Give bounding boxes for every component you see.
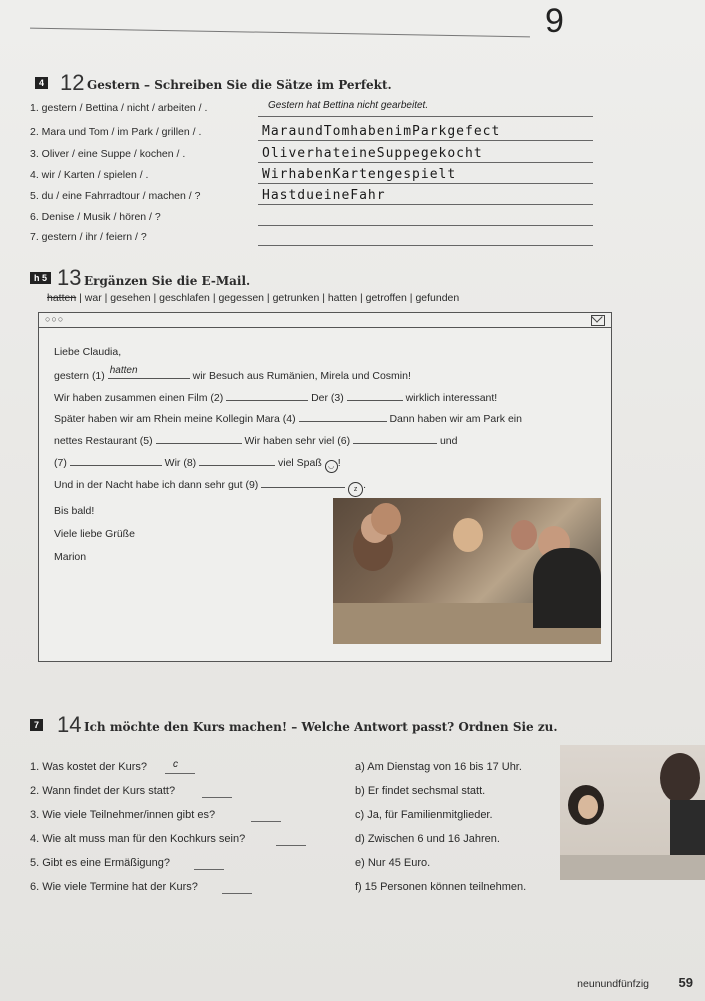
blank-4[interactable] (299, 411, 387, 422)
word-separator: | (150, 292, 160, 304)
email-line: (7) Wir (8) viel Spaß ◡ ! (54, 455, 341, 473)
word-separator: | (101, 292, 111, 304)
face-figure (511, 520, 537, 550)
handwritten-answer: c (173, 759, 178, 770)
answer-option: d) Zwischen 6 und 16 Jahren. (355, 833, 500, 845)
email-closing: Viele liebe Grüße (54, 528, 135, 540)
answer-option: a) Am Dienstag von 16 bis 17 Uhr. (355, 761, 522, 773)
exercise-tag: 7 (30, 719, 43, 731)
word-option: getroffen (365, 292, 407, 304)
email-line: Später haben wir am Rhein meine Kollegin Mara (4) Dann haben wir am Park ein (54, 413, 522, 425)
exercise-prompt: 1. gestern / Bettina / nicht / arbeiten / . (30, 102, 208, 114)
word-separator: | (319, 292, 328, 304)
email-window-titlebar (39, 313, 611, 328)
blank-1[interactable] (108, 365, 190, 379)
handwritten-answer: MaraundTomhabenimParkgefect (262, 124, 501, 139)
handwritten-answer: HastdueineFahr (262, 188, 386, 203)
answer-blank[interactable] (165, 773, 195, 774)
envelope-icon (591, 315, 605, 326)
exercise-title: Gestern – Schreiben Sie die Sätze im Perfekt. (87, 78, 392, 92)
word-option: geschlafen (159, 292, 210, 304)
person-figure (533, 548, 601, 628)
exercise-number: 14 (57, 712, 82, 737)
word-box (47, 292, 459, 304)
exercise-prompt: 6. Denise / Musik / hören / ? (30, 211, 161, 223)
exercise-title: Ich möchte den Kurs machen! – Welche Antwort passt? Ordnen Sie zu. (84, 720, 558, 734)
word-separator: | (406, 292, 416, 304)
face-figure (578, 795, 598, 819)
question-item: 2. Wann findet der Kurs statt? (30, 785, 176, 797)
answer-blank[interactable] (202, 797, 232, 798)
blank-5[interactable] (156, 433, 242, 444)
exercise-title: Ergänzen Sie die E-Mail. (84, 274, 251, 288)
exercise-prompt: 3. Oliver / eine Suppe / kochen / . (30, 148, 186, 160)
email-closing: Bis bald! (54, 505, 95, 517)
page-number-word: neunundfünfzig (577, 978, 649, 990)
blank-2[interactable] (226, 390, 308, 401)
question-item: 4. Wie alt muss man für den Kochkurs sein? (30, 833, 246, 845)
word-option: gefunden (415, 292, 460, 304)
exercise-prompt: 2. Mara und Tom / im Park / grillen / . (30, 126, 202, 138)
handwritten-answer: OliverhateineSuppegekocht (262, 146, 483, 161)
blank-8[interactable] (199, 455, 275, 466)
handwritten-answer: hatten (109, 365, 138, 376)
word-option: war (84, 292, 102, 304)
answer-option: e) Nur 45 Euro. (355, 857, 431, 869)
question-item: 5. Gibt es eine Ermäßigung? (30, 857, 171, 869)
answer-line[interactable] (258, 245, 593, 246)
sleepy-emoji-icon: z (348, 482, 363, 497)
blank-9[interactable] (261, 477, 345, 488)
answer-line[interactable] (258, 225, 593, 226)
answer-blank[interactable] (194, 869, 224, 870)
email-signature: Marion (54, 551, 87, 563)
handwritten-answer: WirhabenKartengespielt (262, 167, 457, 182)
word-option: gegessen (218, 292, 265, 304)
word-option: getrunken (272, 292, 320, 304)
email-line: Und in der Nacht habe ich dann sehr gut (9) z . (54, 477, 366, 497)
exercise-number: 13 (57, 265, 82, 290)
friends-dinner-photo (333, 498, 601, 644)
answer-line[interactable] (258, 140, 593, 141)
answer-option: f) 15 Personen können teilnehmen. (355, 881, 527, 893)
answer-line[interactable] (258, 162, 593, 163)
answer-option: c) Ja, für Familienmitglieder. (355, 809, 493, 821)
table-surface (560, 855, 705, 880)
exercise-prompt: 7. gestern / ihr / feiern / ? (30, 231, 147, 243)
word-separator: | (357, 292, 366, 304)
exercise-tag: h 5 (30, 272, 51, 284)
word-option: hatten (327, 292, 358, 304)
email-line: nettes Restaurant (5) Wir haben sehr viel (6) und (54, 435, 458, 447)
face-figure (453, 518, 483, 552)
answer-blank[interactable] (276, 845, 306, 846)
email-line: Wir haben zusammen einen Film (2) Der (3) wirklich interessant! (54, 392, 498, 404)
course-photo (560, 745, 705, 880)
window-controls: ○○○ (45, 314, 65, 324)
header-rule (30, 28, 530, 38)
exercise-number: 12 (60, 70, 85, 95)
answer-option: b) Er findet sechsmal statt. (355, 785, 486, 797)
email-line: gestern (1) hatten wir Besuch aus Rumänien, Mirela und Cosmin! (54, 365, 411, 382)
chapter-number: 9 (545, 2, 564, 40)
exercise-prompt: 5. du / eine Fahrradtour / machen / ? (30, 190, 201, 202)
laughing-emoji-icon: ◡ (325, 460, 338, 473)
word-separator: | (264, 292, 273, 304)
word-option: hatten (47, 292, 77, 304)
page-number: 59 (678, 975, 693, 990)
person-figure (660, 753, 700, 803)
word-separator: | (76, 292, 85, 304)
blank-7[interactable] (70, 455, 162, 466)
exercise-tag: 4 (35, 77, 48, 89)
word-separator: | (209, 292, 219, 304)
question-item: 1. Was kostet der Kurs? (30, 761, 147, 773)
face-figure (371, 503, 401, 535)
exercise-prompt: 4. wir / Karten / spielen / . (30, 169, 149, 181)
blank-6[interactable] (353, 433, 437, 444)
answer-blank[interactable] (222, 893, 252, 894)
question-item: 6. Wie viele Termine hat der Kurs? (30, 881, 198, 893)
handwritten-answer: Gestern hat Bettina nicht gearbeitet. (268, 100, 429, 111)
email-greeting: Liebe Claudia, (54, 346, 122, 358)
answer-line[interactable] (258, 183, 593, 184)
question-item: 3. Wie viele Teilnehmer/innen gibt es? (30, 809, 216, 821)
word-option: gesehen (110, 292, 151, 304)
answer-blank[interactable] (251, 821, 281, 822)
blank-3[interactable] (347, 390, 403, 401)
answer-line[interactable] (258, 116, 593, 117)
answer-line[interactable] (258, 204, 593, 205)
